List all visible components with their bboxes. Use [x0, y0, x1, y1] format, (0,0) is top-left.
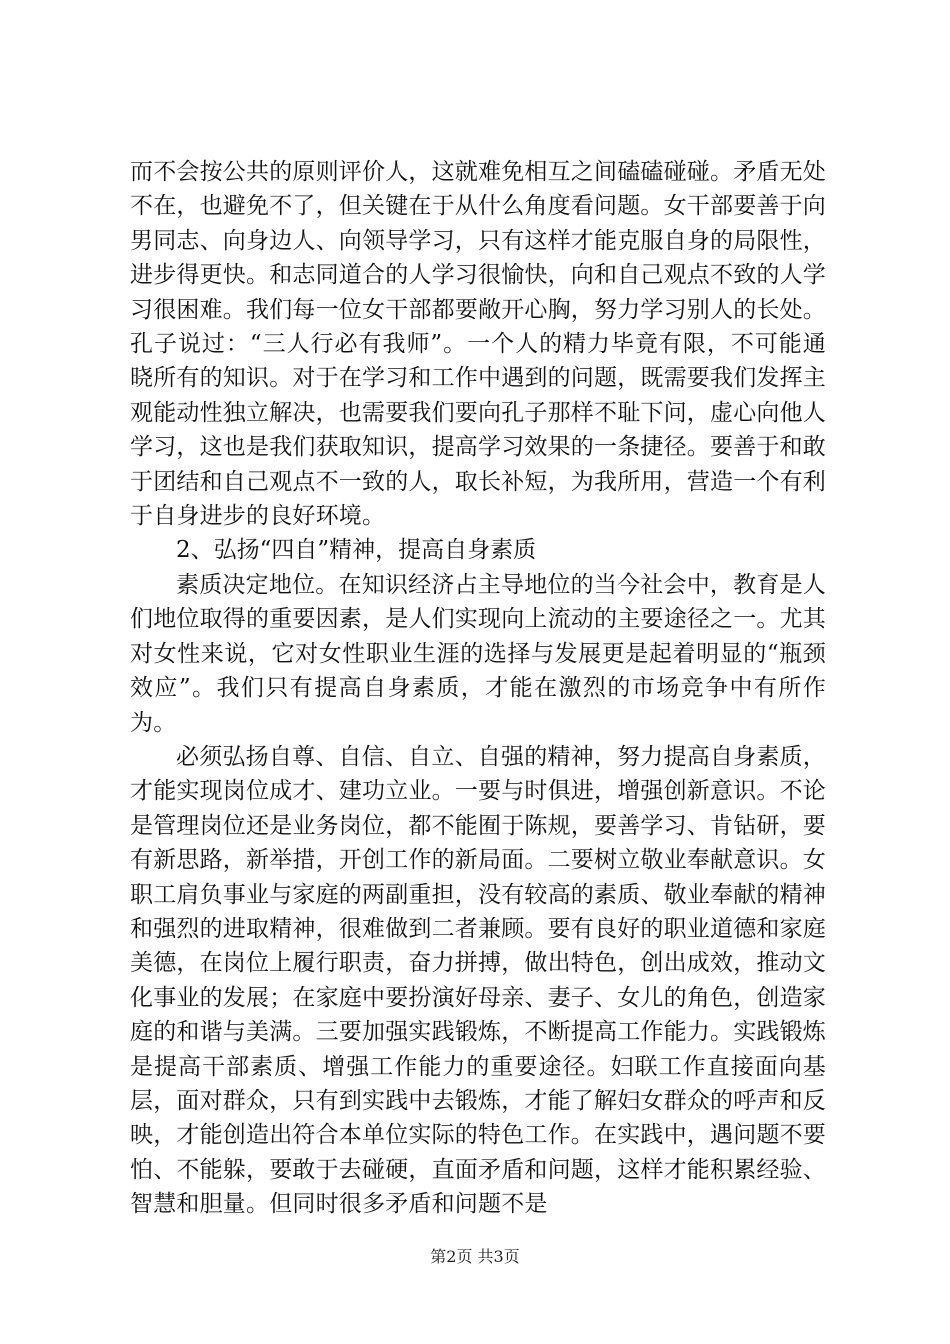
paragraph-1: 而不会按公共的原则评价人，这就难免相互之间磕磕碰碰。矛盾无处不在，也避免不了，但关键在于从什么角度看问题。女干部要善于向男同志、向身边人、向领导学习，只有这样才能克服自身的局限性，进步得更快。和志同道合的人学习很愉快，向和自己观点不致的人学习很困难。我们每一位女干部都要敞开心胸，努力学习别人的长处。孔子说过：“三人行必有我师”。一个人的精力毕竟有限，不可能通晓所有的知识。对于在学习和工作中遇到的问题，既需要我们发挥主观能动性独立解决，也需要我们要向孔子那样不耻下问，虚心向他人学习，这也是我们获取知识，提高学习效果的一条捷径。要善于和敢于团结和自己观点不一致的人，取长补短，为我所用，营造一个有利于自身进步的良好环境。 — [130, 159, 826, 530]
paragraph-3: 必须弘扬自尊、自信、自立、自强的精神，努力提高自身素质，才能实现岗位成才、建功立业。一要与时俱进，增强创新意识。不论是管理岗位还是业务岗位，都不能囿于陈规，要善学习、肯钻研，要有新思路，新举措，开创工作的新局面。二要树立敬业奉献意识。女职工肩负事业与家庭的两副重担，没有较高的素质、敬业奉献的精神和强烈的进取精神，很难做到二者兼顾。要有良好的职业道德和家庭美德，在岗位上履行职责，奋力拼搏，做出特色，创出成效，推动文化事业的发展；在家庭中要扮演好母亲、妻子、女儿的角色，创造家庭的和谐与美满。三要加强实践锻炼，不断提高工作能力。实践锻炼是提高干部素质、增强工作能力的重要途径。妇联工作直接面向基层，面对群众，只有到实践中去锻炼，才能了解妇女群众的呼声和反映，才能创造出符合本单位实际的特色工作。在实践中，遇问题不要怕、不能躲，要敢于去碰硬，直面矛盾和问题，这样才能积累经验、智慧和胆量。但同时很多矛盾和问题不是 — [130, 743, 826, 1218]
section-heading: 2、弘扬“四自”精神，提高自身素质 — [176, 537, 537, 564]
page-footer: 第2页 共3页 — [430, 1247, 520, 1266]
paragraph-2: 素质决定地位。在知识经济占主导地位的当今社会中，教育是人们地位取得的重要因素，是人们实现向上流动的主要途径之一。尤其对女性来说，它对女性职业生涯的选择与发展更是起着明显的“瓶颈效应”。我们只有提高自身素质，才能在激烈的市场竞争中有所作为。 — [130, 571, 826, 736]
document-body — [130, 155, 826, 1222]
